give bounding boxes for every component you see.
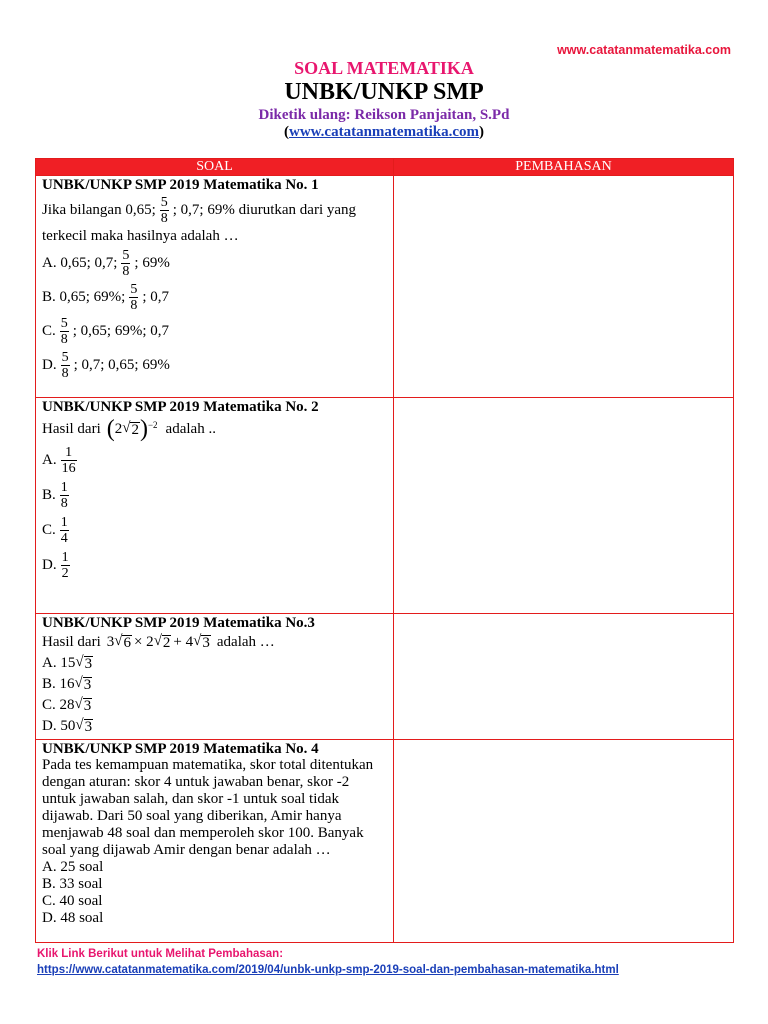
question-2 — [36, 398, 394, 614]
answer-cell-1 — [394, 176, 734, 398]
question-4 — [36, 740, 394, 943]
question-stem-cont: terkecil maka hasilnya adalah … — [42, 228, 239, 244]
question-title: UNBK/UNKP SMP 2019 Matematika No.3 — [42, 615, 315, 631]
option-a: A. 25 soal — [42, 859, 104, 875]
site-url[interactable]: www.catatanmatematika.com — [557, 43, 731, 57]
option-b: B. 0,65; 69%; $\frac{5}{8}$ ; 0,7 — [42, 282, 170, 313]
option-d: D. $\frac{5}{8}$ ; 0,7; 0,65; 69% — [42, 350, 170, 381]
question-stem-line: soal yang dijawab Amir dengan benar adalah … — [42, 842, 331, 858]
option-c: C. 40 soal — [42, 893, 103, 909]
option-c: C. $\frac{1}{4}$ — [42, 515, 68, 546]
question-stem: Hasil dari 3 √ 6 × 2 √ 2 + 4 √ 3 adalah … — [42, 633, 275, 651]
question-stem: Jika bilangan 0,65; $\frac{5}{8}$ ; 0,7; 69% diurutkan dari yang — [42, 195, 357, 226]
question-title: UNBK/UNKP SMP 2019 Matematika No. 1 — [42, 177, 319, 193]
question-stem-line: untuk jawaban salah, dan skor -1 untuk soal tidak — [42, 791, 340, 807]
table-header-row — [36, 159, 734, 176]
option-c: C. $\frac{5}{8}$ ; 0,65; 69%; 0,7 — [42, 316, 170, 347]
footer-instruction: Klik Link Berikut untuk Melihat Pembahasan: — [37, 948, 284, 960]
table-row — [36, 176, 734, 398]
fraction: $\frac{5}{8}$ — [160, 195, 168, 226]
answer-cell-4 — [394, 740, 734, 943]
question-stem-line: dijawab. Dari 50 soal yang diberikan, Amir hanya — [42, 808, 342, 824]
question-3 — [36, 614, 394, 740]
doc-site-link[interactable]: www.catatanmatematika.com — [289, 124, 479, 140]
question-title: UNBK/UNKP SMP 2019 Matematika No. 2 — [42, 399, 319, 415]
answer-cell-2 — [394, 398, 734, 614]
doc-link-line: (www.catatanmatematika.com) — [284, 124, 484, 140]
answer-cell-3 — [394, 614, 734, 740]
option-d: D. 48 soal — [42, 910, 104, 926]
option-c: C. 28 √ 3 — [42, 696, 92, 714]
option-b: B. 16 √ 3 — [42, 675, 92, 693]
question-stem-line: dengan aturan: skor 4 untuk jawaban benar, skor -2 — [42, 774, 350, 790]
question-1 — [36, 176, 394, 398]
question-title: UNBK/UNKP SMP 2019 Matematika No. 4 — [42, 741, 319, 757]
doc-title-subject: SOAL MATEMATIKA — [294, 58, 474, 78]
question-stem: Hasil dari ( 2 √ 2 ) $^{-2}$ adalah .. — [42, 416, 216, 442]
table-row — [36, 614, 734, 740]
option-b: B. $\frac{1}{8}$ — [42, 480, 68, 511]
question-stem-line: Pada tes kemampuan matematika, skor total ditentukan — [42, 757, 374, 773]
option-a: A. $\frac{1}{16}$ — [42, 445, 76, 476]
option-d: D. $\frac{1}{2}$ — [42, 550, 69, 581]
question-table — [35, 158, 734, 943]
footer-link[interactable]: https://www.catatanmatematika.com/2019/04/unbk-unkp-smp-2019-soal-dan-pembahasan-matematika.html — [37, 964, 619, 976]
option-a: A. 15 √ 3 — [42, 654, 93, 672]
option-b: B. 33 soal — [42, 876, 103, 892]
table-row — [36, 740, 734, 943]
table-row — [36, 398, 734, 614]
doc-author: Diketik ulang: Reikson Panjaitan, S.Pd — [258, 107, 510, 123]
option-a: A. 0,65; 0,7; $\frac{5}{8}$ ; 69% — [42, 248, 170, 279]
option-d: D. 50 √ 3 — [42, 717, 93, 735]
question-stem-line: menjawab 48 soal dan memperoleh skor 100. Banyak — [42, 825, 364, 841]
col-header-soal: SOAL — [36, 159, 394, 176]
doc-title-exam: UNBK/UNKP SMP — [284, 79, 484, 105]
col-header-pembahasan: PEMBAHASAN — [394, 159, 734, 176]
